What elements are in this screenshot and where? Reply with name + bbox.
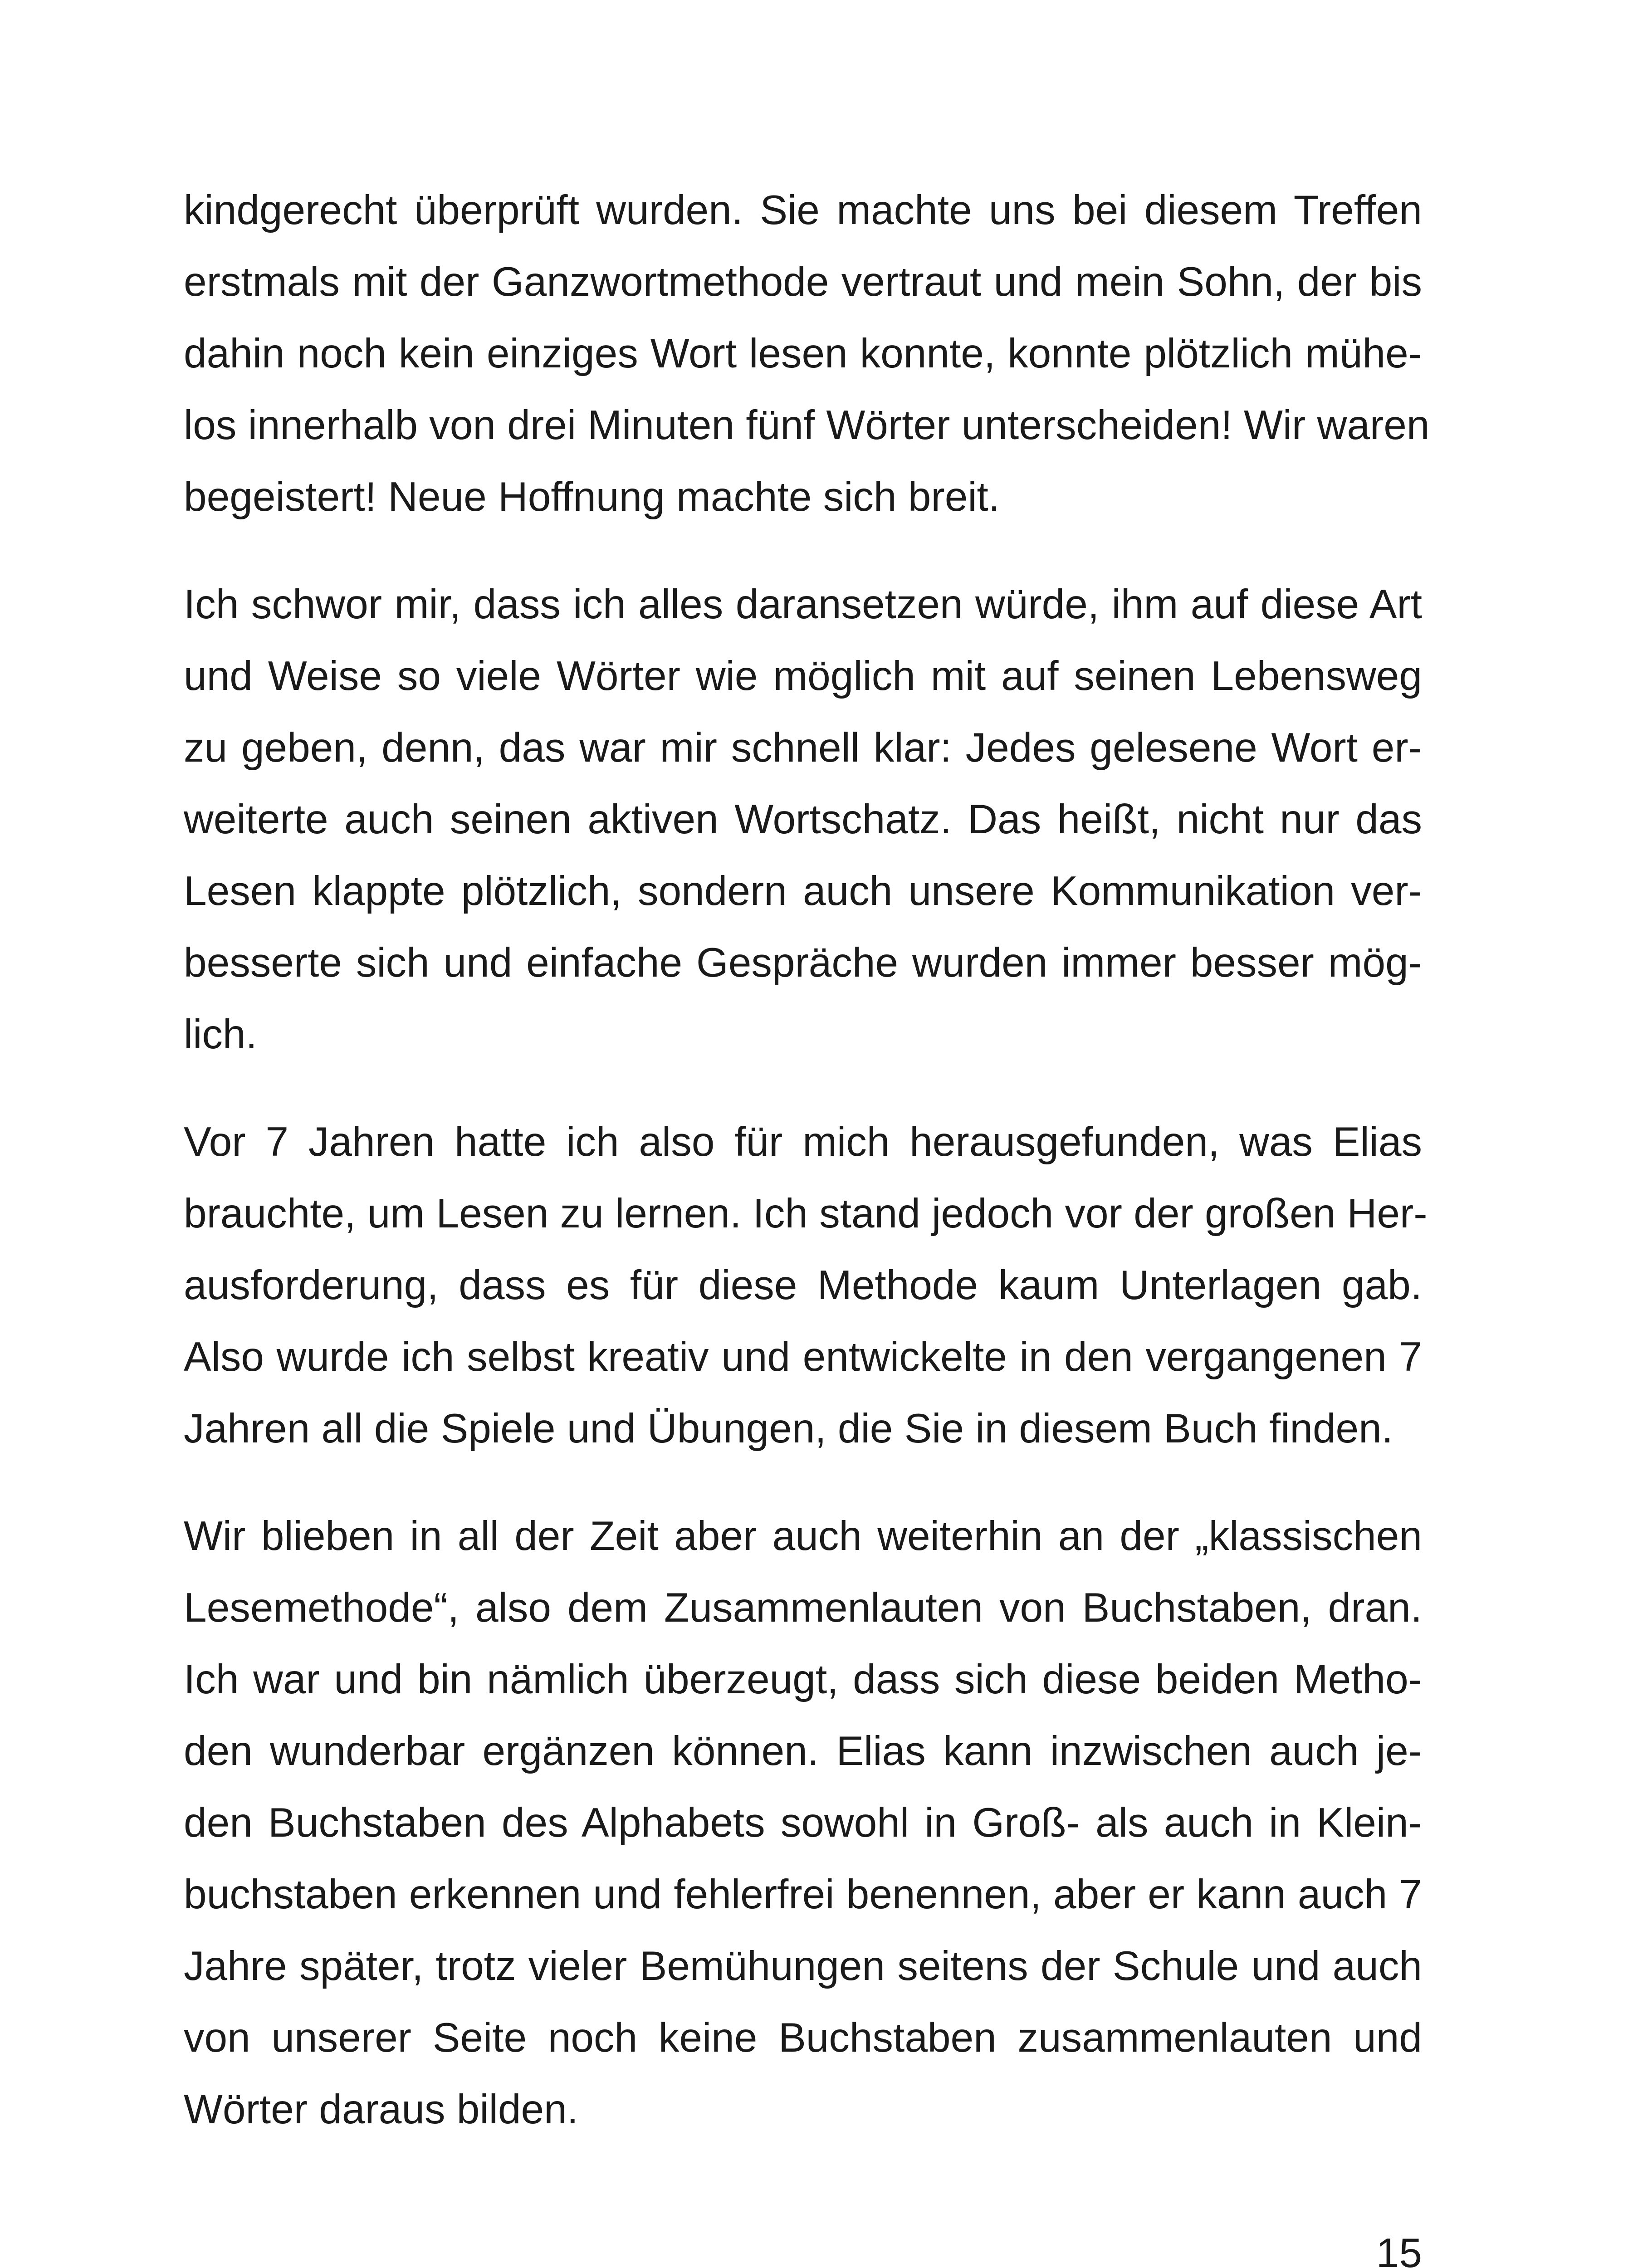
- text-line: lich.: [184, 1012, 257, 1057]
- text-line: Ich schwor mir, dass ich alles daransetzen würde, ihm auf diese Art: [184, 582, 1422, 627]
- paragraph-3: [184, 1106, 1428, 1465]
- text-line: ausforderung, dass es für diese Methode kaum Unterlagen gab.: [184, 1262, 1422, 1308]
- paragraph-2: [184, 569, 1422, 1070]
- text-line: Ich war und bin nämlich überzeugt, dass sich diese beiden Metho-: [184, 1657, 1422, 1702]
- text-line: dahin noch kein einziges Wort lesen konnte, konnte plötzlich mühe-: [184, 331, 1422, 376]
- paragraph-1: [184, 175, 1430, 533]
- text-line: Vor 7 Jahren hatte ich also für mich herausgefunden, was Elias: [184, 1119, 1422, 1165]
- text-line: Wir blieben in all der Zeit aber auch weiterhin an der „klassischen: [184, 1513, 1422, 1559]
- text-line: weiterte auch seinen aktiven Wortschatz. Das heißt, nicht nur das: [184, 797, 1422, 842]
- text-line: buchstaben erkennen und fehlerfrei benennen, aber er kann auch 7: [184, 1872, 1422, 1917]
- page-number: 15: [1376, 2230, 1422, 2268]
- text-line: brauchte, um Lesen zu lernen. Ich stand jedoch vor der großen Her-: [184, 1191, 1428, 1237]
- text-line: den Buchstaben des Alphabets sowohl in Groß- als auch in Klein-: [184, 1800, 1422, 1846]
- text-line: den wunderbar ergänzen können. Elias kann inzwischen auch je-: [184, 1728, 1422, 1774]
- text-line: von unserer Seite noch keine Buchstaben zusammenlauten und: [184, 2015, 1422, 2061]
- text-line: kindgerecht überprüft wurden. Sie machte uns bei diesem Treffen: [184, 187, 1422, 233]
- text-line: Lesemethode“, also dem Zusammenlauten von Buchstaben, dran.: [184, 1585, 1422, 1631]
- text-line: zu geben, denn, das war mir schnell klar: Jedes gelesene Wort er-: [184, 725, 1422, 771]
- text-line: Lesen klappte plötzlich, sondern auch unsere Kommunikation ver-: [184, 868, 1422, 914]
- text-line: Jahren all die Spiele und Übungen, die Sie in diesem Buch finden.: [184, 1406, 1393, 1452]
- text-line: los innerhalb von drei Minuten fünf Wörter unterscheiden! Wir waren: [184, 402, 1430, 448]
- paragraph-4: [184, 1501, 1422, 2146]
- text-line: Wörter daraus bilden.: [184, 2087, 578, 2132]
- text-line: besserte sich und einfache Gespräche wurden immer besser mög-: [184, 940, 1422, 986]
- text-line: Jahre später, trotz vieler Bemühungen seitens der Schule und auch: [184, 1943, 1422, 1989]
- text-line: Also wurde ich selbst kreativ und entwickelte in den vergangenen 7: [184, 1334, 1422, 1380]
- text-line: und Weise so viele Wörter wie möglich mit auf seinen Lebensweg: [184, 653, 1422, 699]
- text-line: erstmals mit der Ganzwortmethode vertraut und mein Sohn, der bis: [184, 259, 1422, 305]
- text-line: begeistert! Neue Hoffnung machte sich breit.: [184, 474, 1000, 520]
- body-text: [184, 175, 1430, 2181]
